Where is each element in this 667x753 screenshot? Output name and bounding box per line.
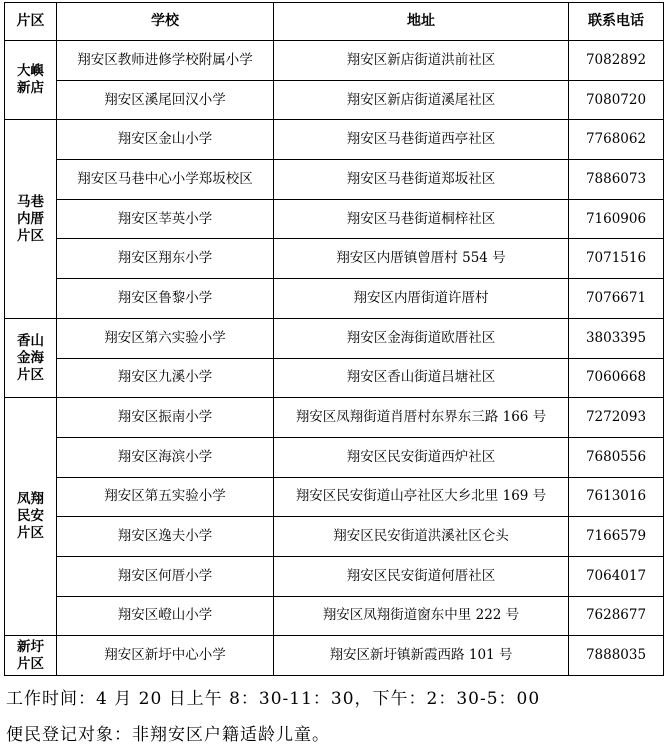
phone-cell: 7888035: [569, 636, 664, 676]
address-cell: 翔安区内厝镇曾厝村 554 号: [274, 239, 569, 279]
table-row: [5, 636, 664, 676]
header-phone: 联系电话: [569, 3, 664, 41]
address-cell: 翔安区凤翔街道窗东中里 222 号: [274, 596, 569, 636]
phone-cell: 7166579: [569, 517, 664, 557]
phone-cell: 7613016: [569, 477, 664, 517]
table-row: [5, 41, 664, 81]
address-cell: 翔安区金海街道欧厝社区: [274, 318, 569, 358]
address-cell: 翔安区香山街道吕塘社区: [274, 358, 569, 398]
table-row: [5, 517, 664, 557]
phone-cell: 7886073: [569, 160, 664, 200]
address-cell: 翔安区内厝街道许厝村: [274, 279, 569, 319]
school-cell: 翔安区金山小学: [57, 120, 274, 160]
phone-cell: 7082892: [569, 41, 664, 81]
phone-cell: 7076671: [569, 279, 664, 319]
school-cell: 翔安区第五实验小学: [57, 477, 274, 517]
table-row: [5, 199, 664, 239]
phone-cell: 7160906: [569, 199, 664, 239]
address-cell: 翔安区凤翔街道肖厝村东界东三路 166 号: [274, 398, 569, 438]
table-row: [5, 160, 664, 200]
district-cell: 大嶼新店: [5, 41, 57, 120]
school-cell: 翔安区第六实验小学: [57, 318, 274, 358]
notes-section: [6, 681, 540, 753]
registration-target-note: 便民登记对象：非翔安区户籍适龄儿童。: [6, 725, 330, 745]
header-district: 片区: [5, 3, 57, 41]
table-row: [5, 279, 664, 319]
table-row: [5, 318, 664, 358]
working-hours-note: 工作时间：4 月 20 日上午 8：30-11：30，下午：2：30-5：00: [6, 689, 541, 709]
school-cell: 翔安区翔东小学: [57, 239, 274, 279]
school-cell: 翔安区嶝山小学: [57, 596, 274, 636]
address-cell: 翔安区马巷街道桐梓社区: [274, 199, 569, 239]
phone-cell: 7060668: [569, 358, 664, 398]
school-registration-table: [4, 2, 664, 676]
address-cell: 翔安区新店街道洪前社区: [274, 41, 569, 81]
table-row: [5, 239, 664, 279]
district-cell: 马巷内厝片区: [5, 120, 57, 318]
phone-cell: 7628677: [569, 596, 664, 636]
table-row: [5, 120, 664, 160]
address-cell: 翔安区新圩镇新霞西路 101 号: [274, 636, 569, 676]
school-cell: 翔安区鲁黎小学: [57, 279, 274, 319]
address-cell: 翔安区民安街道洪溪社区仑头: [274, 517, 569, 557]
header-school: 学校: [57, 3, 274, 41]
phone-cell: 7272093: [569, 398, 664, 438]
address-cell: 翔安区民安街道何厝社区: [274, 556, 569, 596]
school-cell: 翔安区振南小学: [57, 398, 274, 438]
table-row: [5, 398, 664, 438]
district-cell: 香山金海片区: [5, 318, 57, 397]
phone-cell: 7680556: [569, 437, 664, 477]
table-row: [5, 80, 664, 120]
school-cell: 翔安区马巷中心小学郑坂校区: [57, 160, 274, 200]
table-row: [5, 358, 664, 398]
district-cell: 新圩片区: [5, 636, 57, 676]
school-cell: 翔安区何厝小学: [57, 556, 274, 596]
school-cell: 翔安区逸夫小学: [57, 517, 274, 557]
school-cell: 翔安区莘英小学: [57, 199, 274, 239]
address-cell: 翔安区民安街道山亭社区大乡北里 169 号: [274, 477, 569, 517]
address-cell: 翔安区马巷街道郑坂社区: [274, 160, 569, 200]
table-header-row: [5, 3, 664, 41]
school-cell: 翔安区教师进修学校附属小学: [57, 41, 274, 81]
header-address: 地址: [274, 3, 569, 41]
address-cell: 翔安区新店街道溪尾社区: [274, 80, 569, 120]
table-row: [5, 556, 664, 596]
phone-cell: 7080720: [569, 80, 664, 120]
phone-cell: 3803395: [569, 318, 664, 358]
address-cell: 翔安区民安街道西炉社区: [274, 437, 569, 477]
table-row: [5, 437, 664, 477]
phone-cell: 7064017: [569, 556, 664, 596]
school-cell: 翔安区新圩中心小学: [57, 636, 274, 676]
phone-cell: 7071516: [569, 239, 664, 279]
address-cell: 翔安区马巷街道西亭社区: [274, 120, 569, 160]
school-cell: 翔安区溪尾回汉小学: [57, 80, 274, 120]
phone-cell: 7768062: [569, 120, 664, 160]
table-row: [5, 596, 664, 636]
table-row: [5, 477, 664, 517]
school-cell: 翔安区九溪小学: [57, 358, 274, 398]
school-cell: 翔安区海滨小学: [57, 437, 274, 477]
district-cell: 凤翔民安片区: [5, 398, 57, 636]
